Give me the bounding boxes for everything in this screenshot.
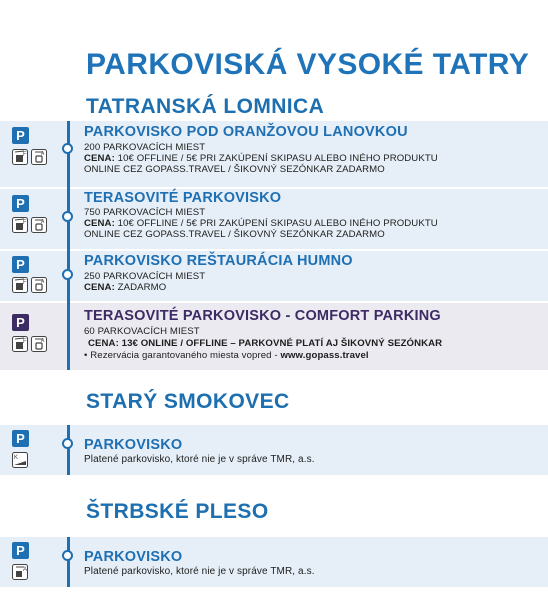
parking-price-cont: ONLINE CEZ GOPASS.TRAVEL / ŠIKOVNÝ SEZÓNKAR ZADARMO (84, 164, 385, 175)
price-label: CENA: (84, 282, 115, 293)
gopass-link[interactable]: www.gopass.travel (280, 350, 369, 361)
parking-p-icon: P (12, 542, 29, 559)
parking-entry (0, 425, 548, 475)
parking-desc: Platené parkovisko, ktoré nie je v správe TMR, a.s. (84, 566, 315, 577)
cable-car-f-icon (12, 149, 28, 165)
svg-text:K: K (14, 455, 19, 461)
price-label: CENA: (84, 153, 115, 164)
cable-car-f-icon (12, 336, 28, 352)
parking-entry (0, 189, 548, 249)
parking-desc: Platené parkovisko, ktoré nie je v správe TMR, a.s. (84, 454, 315, 465)
parking-name: TERASOVITÉ PARKOVISKO (84, 190, 282, 206)
facility-icons (12, 564, 28, 580)
parking-name: PARKOVISKO POD ORANŽOVOU LANOVKOU (84, 124, 408, 140)
parking-capacity: 60 PARKOVACÍCH MIEST (84, 326, 200, 337)
parking-entry-comfort (0, 303, 548, 370)
svg-text:A: A (23, 567, 28, 573)
parking-capacity: 750 PARKOVACÍCH MIEST (84, 207, 206, 218)
parking-name: TERASOVITÉ PARKOVISKO - COMFORT PARKING (84, 308, 441, 324)
facility-icons (12, 336, 47, 352)
timeline-dot (62, 269, 73, 280)
facility-icons (12, 217, 47, 233)
parking-name: PARKOVISKO (84, 549, 183, 565)
svg-text:A: A (41, 151, 45, 157)
svg-text:A: A (41, 219, 45, 225)
note-text: • Rezervácia garantovaného miesta vopred - (84, 350, 281, 361)
lift-a-icon (31, 336, 47, 352)
parking-p-icon: P (12, 430, 29, 447)
price-label: CENA: 13€ ONLINE / OFFLINE – PARKOVNÉ PLATÍ AJ ŠIKOVNÝ SEZÓNKAR (88, 338, 443, 349)
svg-text:F: F (23, 220, 27, 226)
lift-a-icon (31, 149, 47, 165)
parking-entry (0, 537, 548, 587)
parking-entry (0, 251, 548, 301)
price-value: ZADARMO (117, 282, 167, 293)
lift-a-icon (31, 277, 47, 293)
parking-p-icon: P (12, 314, 29, 331)
parking-price (84, 282, 166, 293)
parking-name: PARKOVISKO REŠTAURÁCIA HUMNO (84, 253, 353, 269)
section-title-stary-smokovec: STARÝ SMOKOVEC (86, 390, 290, 413)
parking-p-icon: P (12, 256, 29, 273)
cable-car-f-icon (12, 217, 28, 233)
lift-a-icon (31, 217, 47, 233)
parking-p-icon: P (12, 195, 29, 212)
price-value: 10€ OFFLINE / 5€ PRI ZAKÚPENÍ SKIPASU ALEBO INÉHO PRODUKTU (117, 218, 438, 229)
parking-capacity: 200 PARKOVACÍCH MIEST (84, 142, 206, 153)
svg-text:F: F (23, 280, 27, 286)
parking-capacity: 250 PARKOVACÍCH MIEST (84, 271, 206, 282)
cable-car-f-icon (12, 277, 28, 293)
svg-text:A: A (41, 279, 45, 285)
parking-price (84, 218, 438, 229)
funicular-k-icon (12, 452, 28, 468)
parking-price (88, 338, 442, 349)
reservation-note (84, 350, 369, 361)
page-title: PARKOVISKÁ VYSOKÉ TATRY (86, 48, 530, 81)
facility-icons (12, 452, 28, 468)
lift-a-icon (12, 564, 28, 580)
section-title-tatranska-lomnica: TATRANSKÁ LOMNICA (86, 95, 325, 118)
svg-text:F: F (23, 152, 27, 158)
price-value: 10€ OFFLINE / 5€ PRI ZAKÚPENÍ SKIPASU ALEBO INÉHO PRODUKTU (117, 153, 438, 164)
timeline-dot (62, 438, 73, 449)
timeline-dot (62, 143, 73, 154)
parking-price-cont: ONLINE CEZ GOPASS.TRAVEL / ŠIKOVNÝ SEZÓNKAR ZADARMO (84, 229, 385, 240)
facility-icons (12, 149, 47, 165)
parking-price (84, 153, 438, 164)
parking-entry (0, 121, 548, 187)
svg-text:A: A (41, 338, 45, 344)
timeline-dot (62, 550, 73, 561)
parking-p-icon: P (12, 127, 29, 144)
section-title-strbske-pleso: ŠTRBSKÉ PLESO (86, 500, 269, 523)
svg-text:F: F (23, 339, 27, 345)
timeline-dot (62, 211, 73, 222)
facility-icons (12, 277, 47, 293)
price-label: CENA: (84, 218, 115, 229)
parking-name: PARKOVISKO (84, 437, 183, 453)
